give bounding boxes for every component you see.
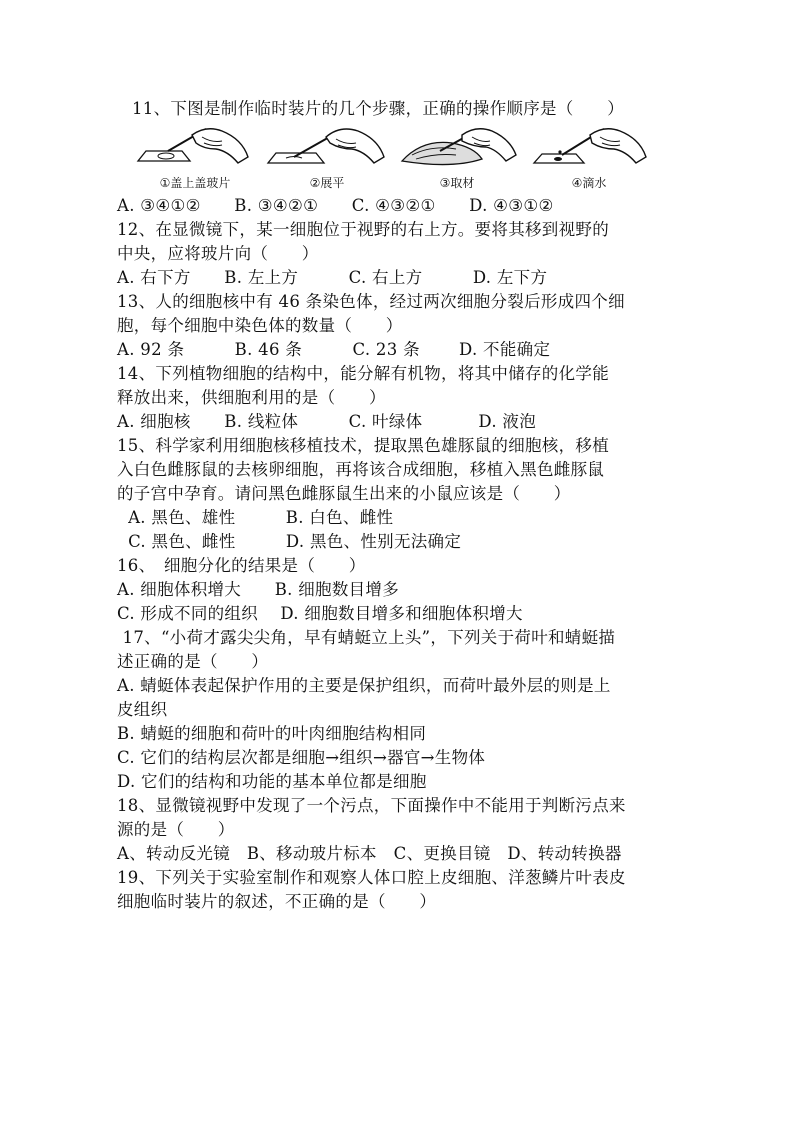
q17-option-a-line1: A. 蜻蜓体表起保护作用的主要是保护组织，而荷叶最外层的则是上 <box>117 676 611 695</box>
cover-slip-illustration <box>132 121 258 175</box>
q17-option-b: B. 蜻蜓的细胞和荷叶的叶肉细胞结构相同 <box>117 724 427 743</box>
q13-stem-line1: 13、人的细胞核中有 46 条染色体，经过两次细胞分裂后形成四个细 <box>117 292 625 311</box>
q11-figure <box>132 121 652 193</box>
q14-options: A. 细胞核 B. 线粒体 C. 叶绿体 D. 液泡 <box>117 412 537 431</box>
q11-options: A. ③④①② B. ③④②① C. ④③②① D. ④③①② <box>117 196 554 215</box>
step-cover-slip-panel <box>132 121 258 193</box>
spread-illustration <box>264 121 390 175</box>
q11-stem: 11、下图是制作临时装片的几个步骤，正确的操作顺序是（ ） <box>132 99 624 118</box>
q19-stem-line2: 细胞临时装片的叙述，不正确的是（ ） <box>117 892 437 911</box>
caption-cover-slip: ①盖上盖玻片 <box>159 176 231 190</box>
q15-stem-line2: 入白色雌豚鼠的去核卵细胞，再将该合成细胞，移植入黑色雌豚鼠 <box>117 460 605 479</box>
q17-stem-line2: 述正确的是（ ） <box>117 652 269 671</box>
q16-options-line2: C. 形成不同的组织 D. 细胞数目增多和细胞体积增大 <box>117 604 523 623</box>
caption-drop-water: ④滴水 <box>571 176 607 190</box>
q14-stem-line2: 释放出来，供细胞利用的是（ ） <box>117 388 386 407</box>
step-drop-water-panel <box>526 121 652 193</box>
q15-stem-line3: 的子宫中孕育。请问黑色雌豚鼠生出来的小鼠应该是（ ） <box>117 484 571 503</box>
q18-stem-line2: 源的是（ ） <box>117 820 235 839</box>
q13-stem-line2: 胞，每个细胞中染色体的数量（ ） <box>117 316 403 335</box>
q17-option-c: C. 它们的结构层次都是细胞→组织→器官→生物体 <box>117 748 486 767</box>
q13-options: A. 92 条 B. 46 条 C. 23 条 D. 不能确定 <box>117 340 551 359</box>
q12-stem-line2: 中央，应将玻片向（ ） <box>117 244 319 263</box>
q18-options: A、转动反光镜 B、移动玻片标本 C、更换目镜 D、转动转换器 <box>117 844 622 863</box>
q17-stem-line1: 17、“小荷才露尖尖角，早有蜻蜓立上头”，下列关于荷叶和蜻蜓描 <box>117 628 616 647</box>
step-take-material-panel <box>394 121 520 193</box>
q17-option-d: D. 它们的结构和功能的基本单位都是细胞 <box>117 772 427 791</box>
take-material-illustration <box>394 121 520 175</box>
q16-options-line1: A. 细胞体积增大 B. 细胞数目增多 <box>117 580 400 599</box>
q12-stem-line1: 12、在显微镜下，某一细胞位于视野的右上方。要将其移到视野的 <box>117 220 609 239</box>
caption-take-material: ③取材 <box>439 176 475 190</box>
q19-stem-line1: 19、下列关于实验室制作和观察人体口腔上皮细胞、洋葱鳞片叶表皮 <box>117 868 626 887</box>
q16-stem: 16、 细胞分化的结果是（ ） <box>117 556 366 575</box>
step-spread-panel <box>264 121 390 193</box>
q15-options-line1: A. 黑色、雄性 B. 白色、雌性 <box>117 508 394 527</box>
q14-stem-line1: 14、下列植物细胞的结构中，能分解有机物，将其中储存的化学能 <box>117 364 609 383</box>
drop-water-illustration <box>526 121 652 175</box>
q15-stem-line1: 15、科学家利用细胞核移植技术，提取黑色雄豚鼠的细胞核，移植 <box>117 436 609 455</box>
q17-option-a-line2: 皮组织 <box>117 700 168 719</box>
q15-options-line2: C. 黑色、雌性 D. 黑色、性别无法确定 <box>117 532 462 551</box>
q12-options: A. 右下方 B. 左上方 C. 右上方 D. 左下方 <box>117 268 548 287</box>
caption-spread: ②展平 <box>309 176 345 190</box>
q18-stem-line1: 18、显微镜视野中发现了一个污点，下面操作中不能用于判断污点来 <box>117 796 626 815</box>
